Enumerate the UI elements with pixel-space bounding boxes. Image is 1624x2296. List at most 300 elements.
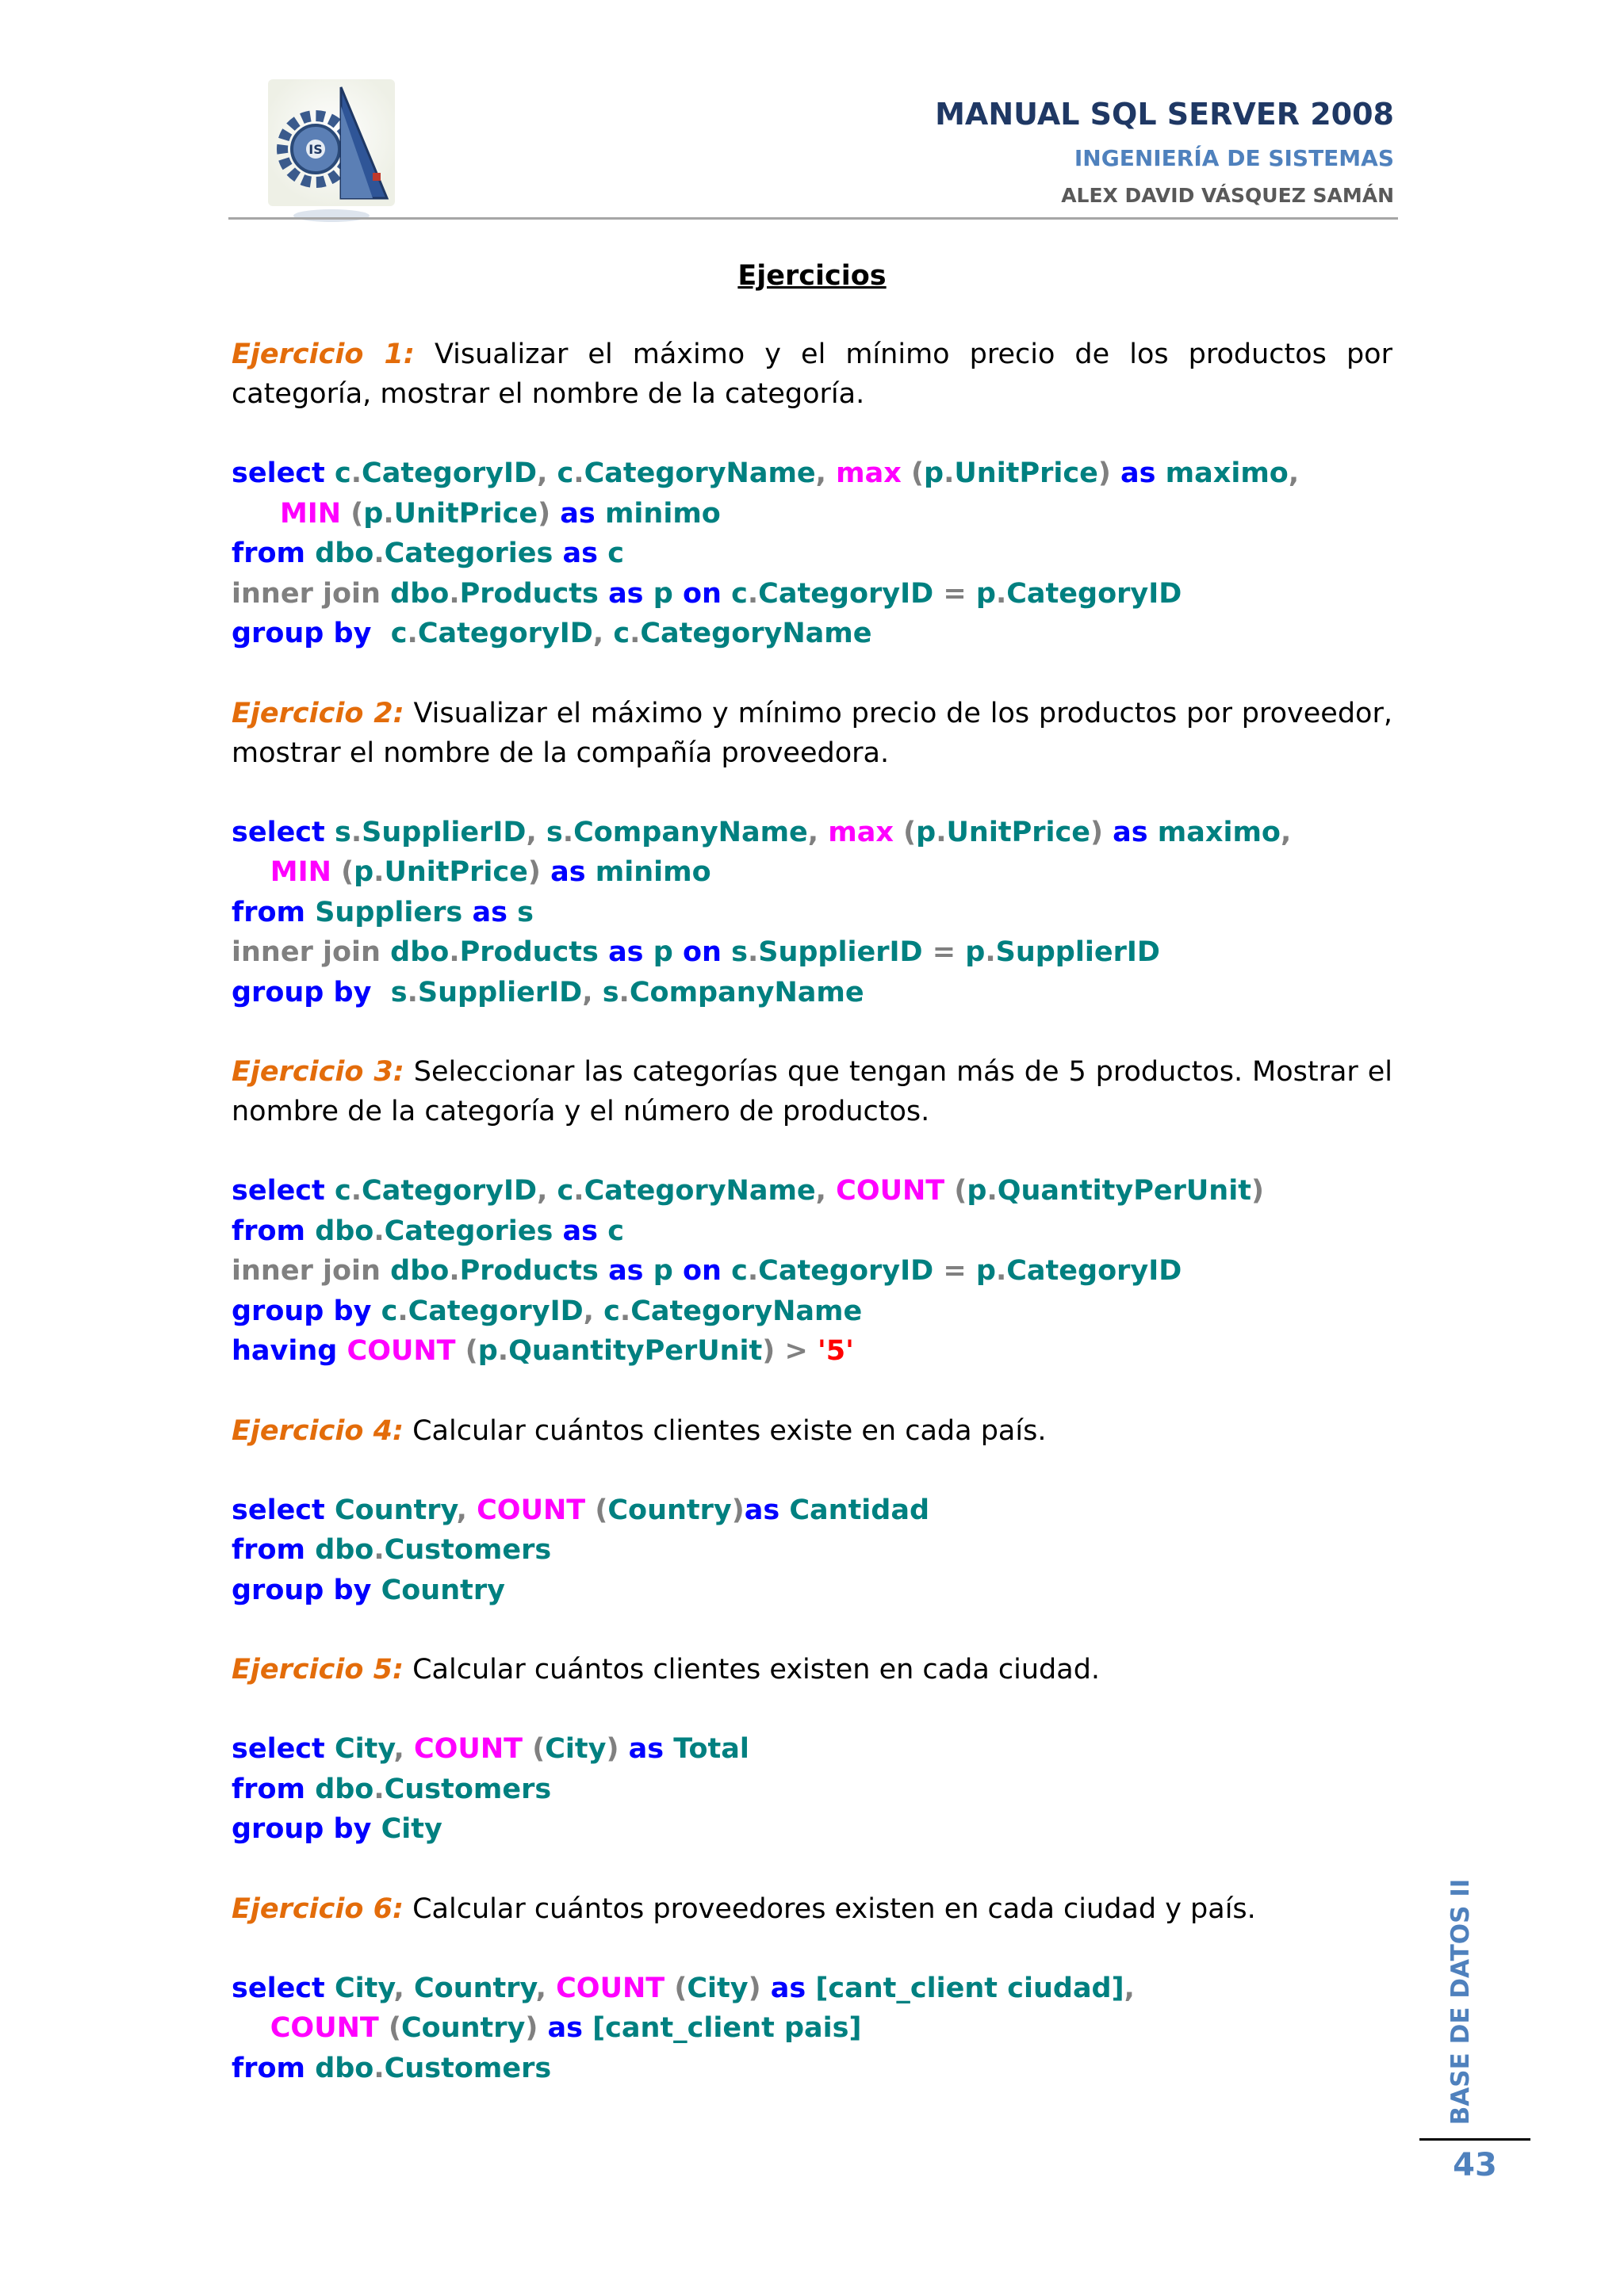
- sql-token: CategoryID: [362, 457, 538, 489]
- sql-code-line: [232, 932, 1392, 973]
- sql-token: [598, 538, 607, 569]
- sql-code-line: [232, 1571, 1392, 1611]
- page-number: 43: [1453, 2147, 1497, 2183]
- sql-token: .: [407, 976, 418, 1008]
- sql-token: ,: [583, 1295, 604, 1327]
- sql-token: SupplierID: [995, 936, 1160, 968]
- sql-token: Country: [381, 1574, 505, 1606]
- sql-token: [456, 1335, 465, 1367]
- sql-token: UnitPrice: [393, 497, 538, 530]
- exercise-label: Ejercicio 6:: [232, 1892, 404, 1925]
- sql-token: .: [449, 1255, 460, 1287]
- sql-token: .: [350, 457, 362, 489]
- sql-code-line: [232, 1770, 1392, 1810]
- sql-code-line: [232, 813, 1392, 853]
- sql-token: CategoryID: [408, 1295, 584, 1327]
- sql-token: c: [607, 1215, 624, 1247]
- sql-token: p: [354, 856, 374, 888]
- sql-code-line: [232, 852, 1392, 893]
- sql-token: MIN: [270, 856, 331, 888]
- sql-token: [325, 817, 335, 848]
- sql-token: p: [363, 497, 384, 530]
- sql-code-block: [232, 1490, 1392, 1611]
- sql-token: having: [232, 1335, 338, 1367]
- sql-code-block: [232, 1729, 1392, 1850]
- sql-code-line: [232, 1530, 1392, 1571]
- side-course-label: [1442, 1877, 1480, 2126]
- sql-token: from: [232, 1215, 306, 1247]
- sql-token: ,: [815, 457, 837, 489]
- sql-token: ): [762, 1335, 776, 1367]
- sql-token: group by: [232, 1295, 372, 1327]
- sql-token: [523, 1733, 532, 1765]
- sql-token: s: [731, 936, 748, 968]
- sql-code-line: [232, 1490, 1392, 1531]
- sql-token: [722, 1255, 731, 1287]
- sql-token: >: [784, 1335, 808, 1367]
- sql-token: Categories: [384, 538, 553, 569]
- sql-token: ): [538, 497, 551, 530]
- sql-token: [325, 1494, 335, 1526]
- sql-token: [381, 578, 390, 610]
- sql-token: as: [562, 538, 598, 569]
- sql-token: Country: [334, 1494, 457, 1526]
- sql-token: QuantityPerUnit: [997, 1175, 1251, 1207]
- sql-token: City: [381, 1813, 442, 1845]
- sql-token: [538, 2012, 547, 2044]
- header-subtitle: INGENIERÍA DE SISTEMAS: [1074, 145, 1394, 171]
- sql-token: [761, 1973, 771, 2004]
- header-divider: [228, 217, 1398, 220]
- sql-token: Country: [413, 1972, 536, 2004]
- exercise-description: Visualizar el máximo y el mínimo precio de los productos por categoría, mostrar el nombre de la categoría.: [232, 339, 1392, 410]
- sql-token: ): [527, 856, 541, 888]
- sql-token: COUNT: [413, 1733, 523, 1765]
- sql-code-line: [232, 2008, 1392, 2049]
- sql-code-line: [232, 2049, 1392, 2089]
- sql-code-block: [232, 813, 1392, 1013]
- sql-token: [305, 2053, 315, 2084]
- sql-code-line: [232, 1809, 1392, 1850]
- sql-token: group by: [232, 1574, 372, 1606]
- sql-token: SupplierID: [362, 816, 527, 848]
- sql-token: ,: [815, 1175, 837, 1207]
- sql-token: ): [1090, 816, 1103, 848]
- exercise-statement: [232, 1889, 1392, 1929]
- sql-token: .: [373, 856, 385, 888]
- sql-token: [232, 2012, 270, 2044]
- sql-token: [644, 936, 653, 968]
- sql-token: [325, 457, 335, 489]
- sql-token: c: [613, 618, 630, 649]
- exercise-label: Ejercicio 5:: [232, 1654, 404, 1686]
- sql-token: c: [557, 1175, 574, 1207]
- sql-token: CompanyName: [629, 976, 864, 1008]
- sql-code-line: [232, 574, 1392, 614]
- sql-token: [371, 1813, 381, 1845]
- sql-token: from: [232, 896, 306, 928]
- sql-token: [379, 2012, 389, 2044]
- sql-token: dbo: [315, 1534, 374, 1566]
- sql-token: c: [731, 1255, 748, 1287]
- sql-token: from: [232, 1534, 306, 1566]
- sql-token: [305, 1534, 315, 1566]
- sql-code-line: [232, 1729, 1392, 1770]
- sql-code-block: [232, 1171, 1392, 1372]
- sql-token: [722, 936, 731, 968]
- sql-token: p: [653, 577, 673, 610]
- sql-token: [371, 1295, 381, 1327]
- sql-token: (: [350, 497, 364, 530]
- sql-token: maximo: [1165, 457, 1289, 489]
- sql-token: .: [497, 1335, 509, 1367]
- sql-code-block: [232, 1969, 1392, 2089]
- sql-token: on: [682, 936, 722, 968]
- sql-token: dbo: [390, 936, 450, 968]
- sql-token: [508, 897, 517, 928]
- exercise-statement: [232, 1650, 1392, 1689]
- sql-token: [599, 1255, 608, 1287]
- sql-token: (: [532, 1733, 546, 1765]
- exercise-statement: [232, 694, 1392, 773]
- exercise-description: Calcular cuántos clientes existen en cada ciudad.: [403, 1654, 1101, 1686]
- sql-token: [596, 498, 605, 530]
- sql-token: [cant_client pais]: [592, 2012, 862, 2044]
- sql-token: [232, 856, 270, 888]
- sql-token: Cantidad: [789, 1494, 930, 1526]
- sql-token: .: [619, 1295, 631, 1327]
- page-number-divider: [1419, 2138, 1530, 2141]
- exercise-label: Ejercicio 2:: [232, 697, 404, 729]
- sql-token: [325, 1733, 335, 1765]
- sql-token: c: [603, 1295, 620, 1327]
- sql-token: [325, 1175, 335, 1207]
- sql-token: select: [232, 1972, 325, 2004]
- sql-token: (: [595, 1494, 608, 1526]
- sql-token: [cant_client ciudad]: [815, 1972, 1124, 2004]
- sql-token: ,: [526, 816, 546, 848]
- sql-token: [808, 1335, 818, 1367]
- sql-token: from: [232, 538, 306, 569]
- sql-token: .: [373, 1534, 385, 1566]
- sql-token: ,: [1288, 457, 1300, 489]
- sql-token: [585, 1494, 595, 1526]
- sql-token: ): [1251, 1175, 1264, 1207]
- sql-code-line: [232, 1292, 1392, 1332]
- sql-token: [305, 538, 315, 569]
- sql-token: .: [373, 1773, 385, 1805]
- sql-code-line: [232, 534, 1392, 574]
- sql-token: .: [562, 816, 574, 848]
- section-title: Ejercicios: [737, 260, 887, 292]
- sql-token: =: [943, 577, 967, 610]
- sql-token: as: [608, 577, 644, 610]
- sql-token: as: [628, 1733, 665, 1765]
- sql-token: ,: [393, 1733, 414, 1765]
- sql-token: CategoryID: [758, 577, 934, 610]
- sql-token: minimo: [595, 856, 711, 888]
- sql-token: Products: [459, 1255, 599, 1287]
- sql-token: [619, 1733, 628, 1765]
- sql-token: select: [232, 457, 325, 489]
- sql-token: [644, 1255, 653, 1287]
- sql-token: [553, 1215, 562, 1247]
- sql-code-line: [232, 1211, 1392, 1252]
- sql-code-line: [232, 494, 1392, 534]
- sql-token: [933, 1255, 943, 1287]
- sql-token: [665, 1973, 674, 2004]
- sql-token: dbo: [390, 1255, 450, 1287]
- sql-token: [583, 2012, 592, 2044]
- sql-token: [541, 856, 550, 888]
- sql-token: .: [373, 1215, 385, 1247]
- sql-token: max: [836, 457, 902, 489]
- sql-token: [673, 936, 683, 968]
- sql-token: select: [232, 816, 325, 848]
- sql-token: UnitPrice: [384, 856, 528, 888]
- sql-token: ): [525, 2012, 538, 2044]
- sql-token: select: [232, 1494, 325, 1526]
- sql-token: c: [607, 538, 624, 569]
- sql-token: [305, 897, 315, 928]
- manual-title: MANUAL SQL SERVER 2008: [935, 97, 1394, 132]
- sql-token: c: [381, 1295, 398, 1327]
- sql-token: as: [608, 1255, 644, 1287]
- exercise-label: Ejercicio 1:: [232, 339, 415, 370]
- sql-token: .: [747, 577, 759, 610]
- sql-code-line: [232, 1969, 1392, 2009]
- sql-code-line: [232, 893, 1392, 933]
- sql-token: .: [373, 2052, 385, 2084]
- sql-token: as: [550, 856, 586, 888]
- sql-token: [325, 1973, 335, 2004]
- sql-token: .: [373, 538, 385, 569]
- sql-token: [599, 578, 608, 610]
- sql-token: [341, 498, 350, 530]
- sql-token: CompanyName: [573, 816, 808, 848]
- sql-token: p: [916, 816, 936, 848]
- sql-token: c: [557, 457, 574, 489]
- sql-token: .: [747, 936, 759, 968]
- sql-token: .: [995, 1255, 1007, 1287]
- sql-token: [599, 936, 608, 968]
- sql-token: ): [1097, 457, 1111, 489]
- sql-token: [371, 977, 390, 1008]
- sql-token: COUNT: [556, 1972, 665, 2004]
- sql-token: .: [944, 457, 955, 489]
- sql-token: [722, 578, 731, 610]
- exercise-label: Ejercicio 4:: [232, 1414, 404, 1447]
- sql-token: [779, 1494, 789, 1526]
- sql-token: Customers: [384, 1773, 552, 1805]
- sql-token: p: [965, 936, 986, 968]
- sql-token: City: [334, 1733, 394, 1765]
- sql-token: ,: [1124, 1972, 1135, 2004]
- sql-token: dbo: [315, 1773, 374, 1805]
- sql-token: Country: [607, 1494, 732, 1526]
- sql-token: .: [350, 816, 362, 848]
- sql-code-line: [232, 1251, 1392, 1292]
- sql-token: minimo: [604, 497, 721, 530]
- sql-token: ,: [537, 457, 557, 489]
- sql-token: ): [748, 1972, 761, 2004]
- sql-token: inner join: [232, 577, 381, 610]
- sql-token: as: [560, 497, 596, 530]
- sql-token: as: [547, 2012, 583, 2044]
- sql-code-line: [232, 973, 1392, 1013]
- sql-token: as: [744, 1494, 780, 1526]
- sql-token: ,: [592, 618, 614, 649]
- sql-token: SupplierID: [758, 936, 923, 968]
- sql-token: group by: [232, 1813, 372, 1845]
- sql-token: inner join: [232, 1255, 381, 1287]
- sql-token: [956, 936, 965, 968]
- sql-token: [1111, 457, 1120, 489]
- sql-token: [944, 1175, 954, 1207]
- sql-token: [902, 457, 911, 489]
- sql-token: [933, 578, 943, 610]
- sql-token: [337, 1335, 347, 1367]
- sql-token: dbo: [315, 538, 374, 569]
- exercise-statement: [232, 1052, 1392, 1131]
- sql-token: CategoryID: [1006, 1255, 1182, 1287]
- sql-token: City: [687, 1972, 749, 2004]
- sql-token: as: [770, 1972, 806, 2004]
- sql-token: =: [932, 936, 956, 968]
- sql-token: ): [731, 1494, 745, 1526]
- sql-code-line: [232, 614, 1392, 654]
- page-content: [232, 255, 1392, 2128]
- sql-token: Country: [400, 2012, 526, 2044]
- sql-token: ,: [807, 816, 829, 848]
- sql-token: .: [573, 1175, 584, 1207]
- sql-token: as: [608, 936, 644, 968]
- sql-token: Products: [459, 577, 599, 610]
- sql-token: dbo: [315, 2052, 374, 2084]
- exercise-statement: [232, 1411, 1392, 1451]
- sql-token: c: [334, 457, 351, 489]
- sql-token: [305, 1215, 315, 1247]
- sql-token: (: [465, 1335, 478, 1367]
- sql-token: [1103, 817, 1113, 848]
- sql-token: CategoryID: [417, 618, 593, 649]
- sql-token: from: [232, 1773, 306, 1805]
- sql-token: [462, 897, 472, 928]
- sql-token: CategoryID: [758, 1255, 934, 1287]
- sql-token: dbo: [315, 1215, 374, 1247]
- sql-token: CategoryName: [640, 618, 872, 649]
- sql-token: [553, 538, 562, 569]
- sql-token: '5': [818, 1335, 854, 1367]
- sql-token: Customers: [384, 1534, 552, 1566]
- sql-token: [967, 1255, 976, 1287]
- exercise-description: Calcular cuántos proveedores existen en cada ciudad y país.: [403, 1892, 1256, 1925]
- sql-token: p: [477, 1335, 498, 1367]
- exercise-statement: [232, 335, 1392, 414]
- sql-token: City: [334, 1972, 394, 2004]
- sql-token: [673, 578, 683, 610]
- sql-token: Products: [459, 936, 599, 968]
- sql-token: inner join: [232, 936, 381, 968]
- sql-token: [967, 578, 976, 610]
- sql-token: [894, 817, 903, 848]
- sql-token: dbo: [390, 577, 450, 610]
- sql-token: =: [943, 1255, 967, 1287]
- sql-token: COUNT: [347, 1335, 456, 1367]
- sql-token: .: [986, 1175, 998, 1207]
- exercise-description: Seleccionar las categorías que tengan más de 5 productos. Mostrar el nombre de la categoría y el número de productos.: [232, 1056, 1392, 1127]
- institution-logo-icon: [268, 79, 395, 224]
- sql-token: as: [562, 1215, 598, 1247]
- sql-token: ,: [582, 976, 603, 1008]
- sql-token: ,: [535, 1972, 557, 2004]
- sql-token: ): [606, 1733, 619, 1765]
- sql-token: p: [924, 457, 944, 489]
- svg-text:IS: IS: [308, 142, 323, 157]
- sql-token: COUNT: [836, 1175, 945, 1207]
- sql-token: .: [936, 816, 947, 848]
- sql-token: ,: [456, 1494, 477, 1526]
- side-course-label-text: BASE DE DATOS II: [1446, 1878, 1475, 2126]
- sql-token: CategoryName: [584, 1175, 816, 1207]
- sql-token: UnitPrice: [954, 457, 1098, 489]
- sql-code-line: [232, 1171, 1392, 1211]
- sql-token: CategoryID: [1006, 577, 1182, 610]
- sql-token: CategoryName: [584, 457, 816, 489]
- sql-token: CategoryID: [362, 1175, 538, 1207]
- sql-token: .: [350, 1175, 362, 1207]
- sql-token: p: [967, 1175, 987, 1207]
- sql-token: p: [653, 936, 673, 968]
- sql-token: s: [546, 816, 563, 848]
- sql-token: [331, 856, 341, 888]
- sql-token: Suppliers: [315, 896, 463, 928]
- sql-token: s: [334, 816, 351, 848]
- sql-token: [305, 1774, 315, 1805]
- sql-token: s: [517, 896, 534, 928]
- sql-token: [1148, 817, 1158, 848]
- sql-token: [1155, 457, 1165, 489]
- sql-token: [673, 1255, 683, 1287]
- sql-token: max: [828, 816, 894, 848]
- sql-token: (: [903, 816, 917, 848]
- sql-token: (: [341, 856, 354, 888]
- sql-token: maximo: [1157, 816, 1281, 848]
- sql-token: s: [390, 976, 408, 1008]
- sql-token: [806, 1973, 815, 2004]
- sql-token: group by: [232, 618, 372, 649]
- sql-token: on: [682, 577, 722, 610]
- sql-token: .: [630, 618, 641, 649]
- sql-token: ,: [1280, 816, 1292, 848]
- sql-token: [923, 936, 933, 968]
- exercise-list: [232, 335, 1392, 2088]
- sql-token: .: [383, 497, 394, 530]
- sql-token: UnitPrice: [946, 816, 1090, 848]
- sql-token: .: [573, 457, 584, 489]
- sql-token: p: [975, 577, 996, 610]
- sql-code-block: [232, 453, 1392, 654]
- sql-token: [664, 1733, 673, 1765]
- sql-token: (: [388, 2012, 401, 2044]
- sql-token: as: [1120, 457, 1156, 489]
- sql-token: p: [653, 1255, 673, 1287]
- sql-token: ,: [537, 1175, 557, 1207]
- sql-token: [371, 1575, 381, 1606]
- sql-token: [644, 578, 653, 610]
- sql-token: p: [975, 1255, 996, 1287]
- sql-token: COUNT: [270, 2012, 379, 2044]
